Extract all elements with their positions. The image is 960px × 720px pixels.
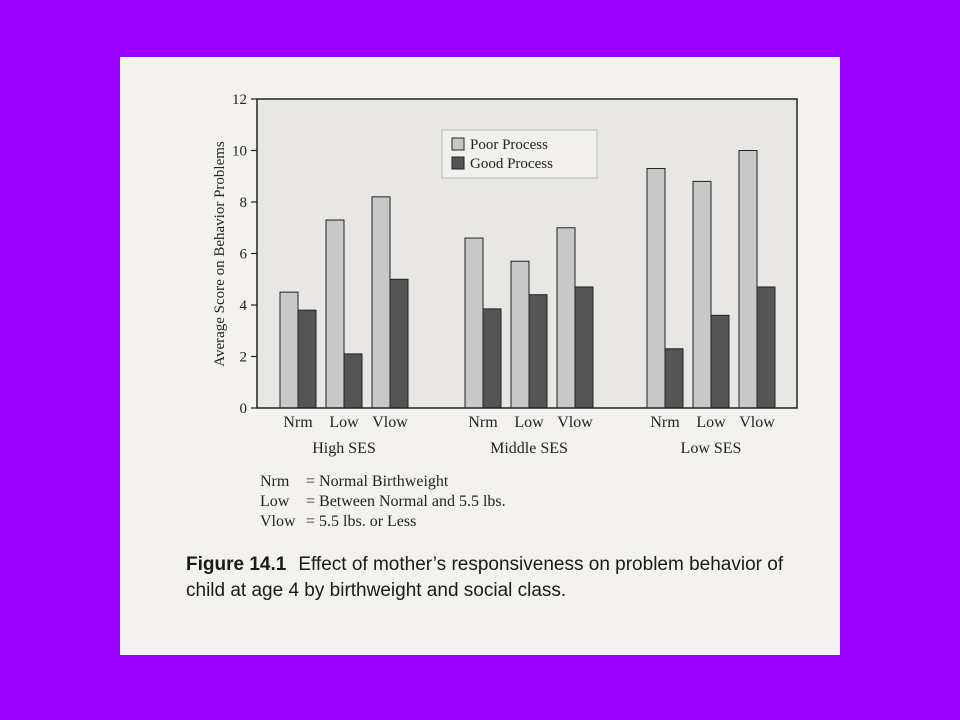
category-label: Low <box>696 414 726 431</box>
y-tick-label: 6 <box>239 246 247 263</box>
group-label: Low SES <box>680 440 742 457</box>
note-key: Low <box>260 493 290 510</box>
y-tick-label: 0 <box>239 401 247 417</box>
note-text: = 5.5 lbs. or Less <box>306 513 417 530</box>
group-label: High SES <box>312 440 376 457</box>
bar-poor-process <box>693 181 711 408</box>
category-label: Vlow <box>372 414 408 431</box>
category-label: Nrm <box>650 414 680 431</box>
caption-text: Effect of mother’s responsiveness on problem behavior of child at age 4 by birthweight and social class. <box>186 554 784 601</box>
y-tick-label: 12 <box>232 92 247 108</box>
note-low <box>260 493 506 511</box>
caption-label: Figure 14.1 <box>186 554 287 575</box>
category-label: Nrm <box>283 414 313 431</box>
bar-good-process <box>344 354 362 408</box>
bar-poor-process <box>280 292 298 408</box>
group-label: Middle SES <box>490 440 568 457</box>
bar-good-process <box>575 287 593 408</box>
category-label: Low <box>514 414 544 431</box>
y-tick-label: 8 <box>239 195 247 211</box>
legend-label-good-process: Good Process <box>470 156 553 172</box>
bar-good-process <box>711 315 729 408</box>
bar-poor-process <box>557 228 575 408</box>
note-text: = Normal Birthweight <box>306 473 449 490</box>
bar-good-process <box>757 287 775 408</box>
bar-good-process <box>483 309 501 408</box>
y-tick-label: 2 <box>239 349 247 366</box>
bar-poor-process <box>511 261 529 408</box>
legend-swatch-good-process <box>452 157 464 169</box>
bar-poor-process <box>326 220 344 408</box>
bar-good-process <box>529 295 547 408</box>
figure-caption <box>186 552 826 604</box>
legend <box>442 130 597 178</box>
figure-scan <box>120 57 840 655</box>
bar-chart <box>120 57 840 477</box>
bar-good-process <box>665 349 683 408</box>
note-key: Vlow <box>260 513 296 530</box>
bar-poor-process <box>372 197 390 408</box>
legend-label-poor-process: Poor Process <box>470 137 548 153</box>
note-text: = Between Normal and 5.5 lbs. <box>306 493 506 510</box>
note-key: Nrm <box>260 473 290 490</box>
category-label: Vlow <box>557 414 593 431</box>
legend-swatch-poor-process <box>452 138 464 150</box>
category-label: Nrm <box>468 414 498 431</box>
note-nrm <box>260 473 448 491</box>
note-vlow <box>260 513 416 531</box>
bar-good-process <box>390 279 408 408</box>
y-axis-label: Average Score on Behavior Problems <box>212 141 228 367</box>
bar-good-process <box>298 310 316 408</box>
category-label: Low <box>329 414 359 431</box>
bar-poor-process <box>647 169 665 408</box>
y-tick-label: 10 <box>232 143 247 160</box>
category-label: Vlow <box>739 414 775 431</box>
bar-poor-process <box>465 238 483 408</box>
y-tick-label: 4 <box>239 298 247 314</box>
bar-poor-process <box>739 151 757 409</box>
